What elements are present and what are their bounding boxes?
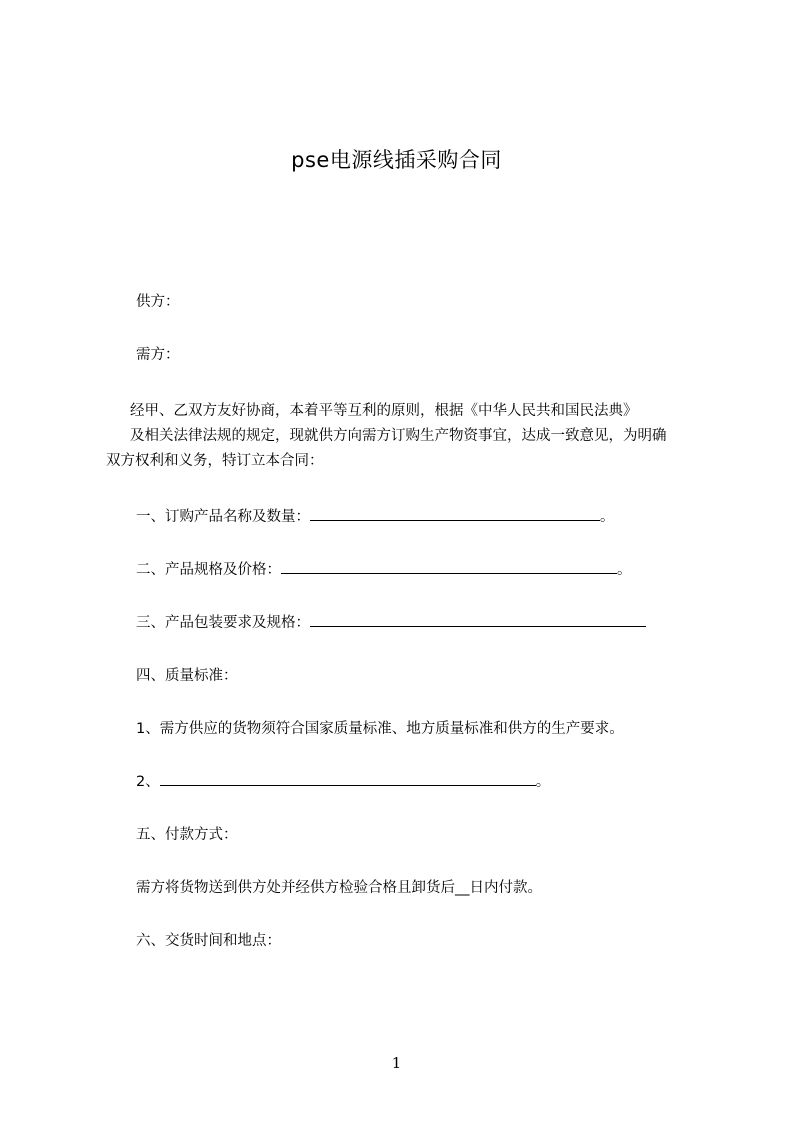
clause-4-item-1: 1、需方供应的货物须符合国家质量标准、地方质量标准和供方的生产要求。 <box>136 721 624 737</box>
clause-4-item-2 <box>136 770 550 794</box>
intro-line-3: 双方权利和义务，特订立本合同： <box>106 453 324 469</box>
clause-1-end: 。 <box>600 509 615 525</box>
fill-blank-spec-price <box>281 559 617 574</box>
page-number: 1 <box>391 1054 402 1072</box>
clause-3-label: 三、产品包装要求及规格： <box>136 615 310 631</box>
supplier-label: 供方： <box>136 294 180 310</box>
clause-3 <box>136 611 646 635</box>
clause-4-heading: 四、质量标准： <box>136 668 238 684</box>
clause-5-heading: 五、付款方式： <box>136 827 238 843</box>
document-title: pse电源线插采购合同 <box>291 148 502 172</box>
fill-blank-packaging <box>310 612 646 627</box>
buyer-label: 需方： <box>136 347 180 363</box>
clause-2-label: 二、产品规格及价格： <box>136 562 281 578</box>
intro-line-2: 及相关法律法规的规定，现就供方向需方订购生产物资事宜，达成一致意见，为明确 <box>130 428 667 444</box>
clause-4-item-2-label: 2、 <box>136 774 160 790</box>
clause-5-text: 需方将货物送到供方处并经供方检验合格且卸货后__日内付款。 <box>136 880 542 896</box>
intro-paragraph <box>106 399 730 474</box>
clause-4-item-2-end: 。 <box>535 774 551 790</box>
clause-1-label: 一、订购产品名称及数量： <box>136 509 310 525</box>
clause-2-end: 。 <box>617 562 632 578</box>
fill-blank-product-name <box>310 506 600 521</box>
intro-line-1: 经甲、乙双方友好协商，本着平等互利的原则，根据《中华人民共和国民法典》 <box>130 403 638 419</box>
clause-2 <box>136 558 632 582</box>
fill-blank-quality-standard <box>160 771 536 786</box>
clause-6-heading: 六、交货时间和地点： <box>136 933 281 949</box>
clause-1 <box>136 505 615 529</box>
